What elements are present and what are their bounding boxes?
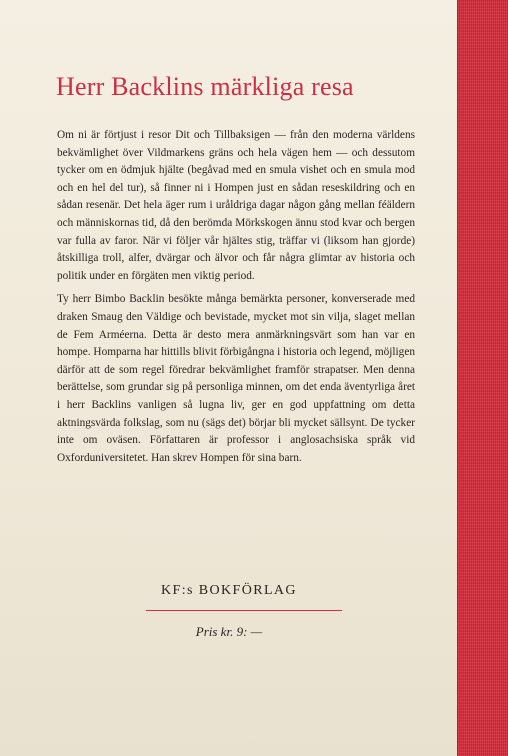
price-label: Pris kr. 9: —: [195, 624, 263, 639]
blurb-paragraph-2: Ty herr Bimbo Backlin besökte många bemärkta personer, konverserade med draken Smaug den Väldige och bevistade, mycket mot sin vilja, slaget mellan de Fem Arméerna. Detta är desto mera anmärkningsvärt som han var en hompe. Homparna har hittills blivit förbigångna i historia och legend, möjligen därför att de som regel föredrar bekvämlighet framför strapatser. Men denna berättelse, som grundar sig på personliga minnen, om det enda äventyrliga året i herr Backlins vanligen så lugna liv, ger en god uppfattning om detta aktningsvärda folkslag, som nu (sägs det) börjar bli mycket sällsynt. De tycker inte om oväsen. Författaren är professor i anglosachsiska språk vid Oxforduniversitetet. Han skrev Hompen för sina barn.: [57, 293, 415, 464]
book-title: Herr Backlins märkliga resa: [56, 72, 354, 101]
blurb-paragraph-1: Om ni är förtjust i resor Dit och Tillbaksigen — från den moderna världens bekvämlighet över Vildmarkens gräns och hela vägen hem — och dessutom tycker om en ödmjuk hjälte (begåvad med en smula vishet och en smula mod och en hel del tur), så finner ni i Hompen just en sådan reseskildring och en sådan resenär. Det hela äger rum i uråldriga dagar någon gång mellan féäldern och människornas tid, då den berömda Mörkskogen ännu stod kvar och bergen var fulla av faror. När vi följer vår hjältes stig, träffar vi (liksom han gjorde) åtskilliga troll, alfer, dvärgar och älvor och får några glimtar av historia och politik under en förgäten men viktig period.: [57, 129, 415, 282]
red-divider-line: [146, 610, 342, 611]
publisher-name: KF:s BOKFÖRLAG: [161, 583, 297, 598]
red-spine-binding: [457, 0, 508, 756]
blurb-text: [57, 127, 415, 473]
